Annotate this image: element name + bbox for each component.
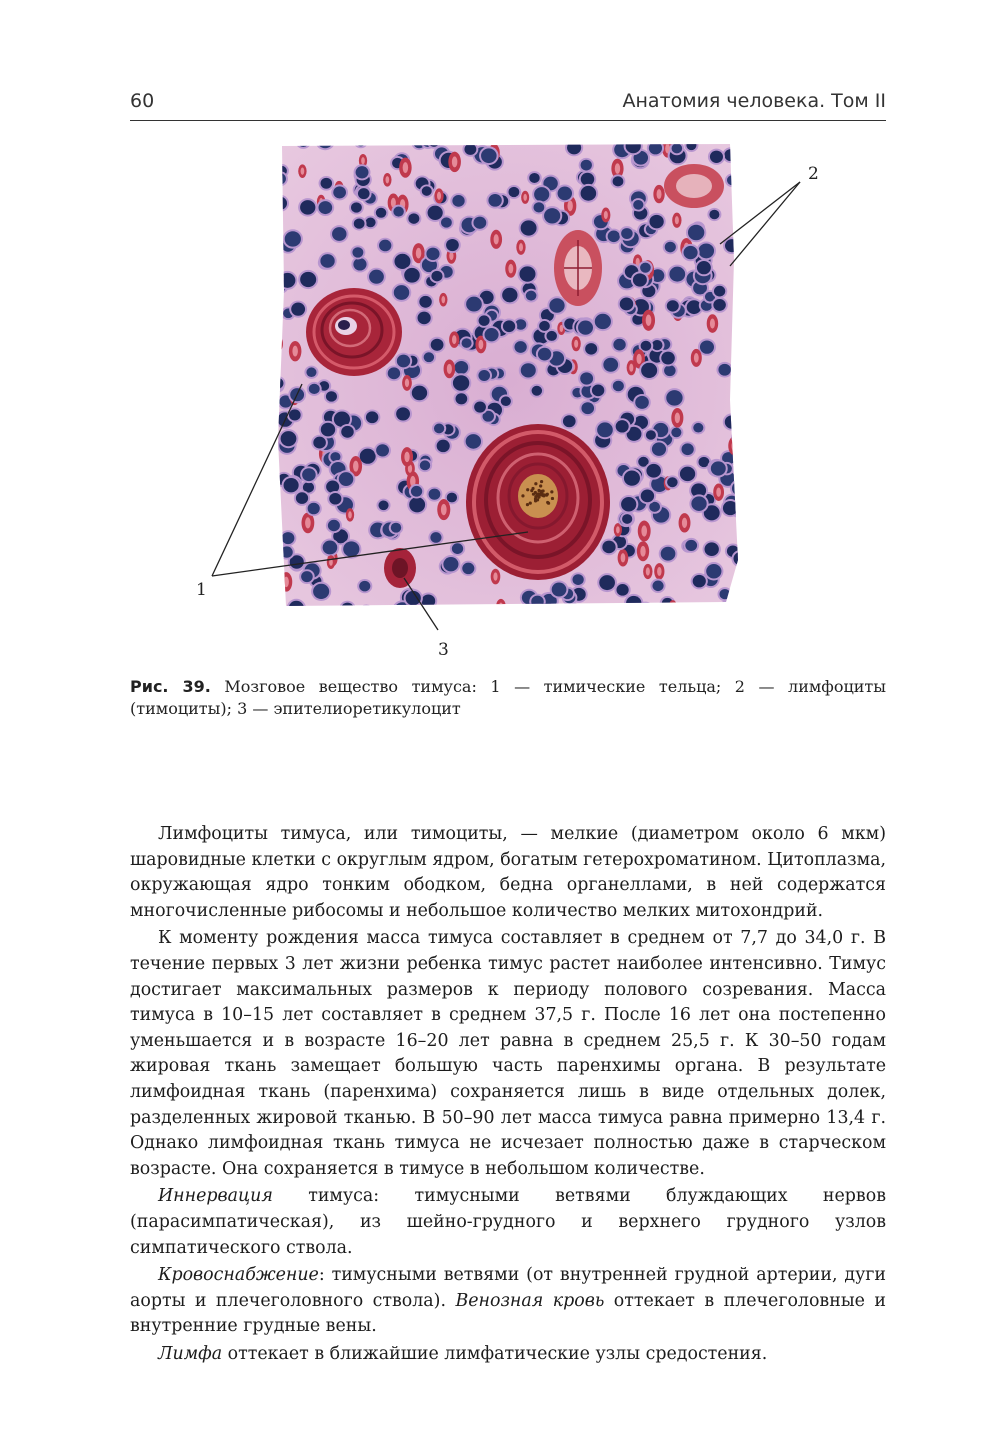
erythrocyte: [653, 185, 664, 203]
lymphocyte: [330, 225, 348, 243]
lymphocyte: [730, 479, 749, 497]
lymphocyte: [614, 418, 631, 434]
lymphocyte: [519, 218, 539, 237]
granule: [546, 493, 549, 496]
lymphocyte: [420, 184, 434, 197]
thymic-corpuscle-small: [306, 288, 402, 376]
page-number: 60: [130, 90, 155, 112]
erythrocyte: [637, 541, 649, 561]
lymphocyte: [650, 579, 665, 593]
erythrocyte: [642, 310, 655, 331]
lymphocyte: [422, 350, 436, 364]
erythrocyte: [402, 375, 412, 391]
lymphocyte: [600, 539, 617, 556]
lymphocyte: [318, 252, 336, 270]
granule: [535, 493, 538, 496]
lymphocyte: [679, 442, 695, 457]
lymphocyte: [618, 296, 636, 313]
lymphocyte: [708, 149, 725, 165]
lymphocyte: [576, 319, 595, 337]
paragraph-3: [130, 1184, 886, 1261]
lymphocyte: [289, 301, 307, 318]
lymphocyte: [639, 361, 659, 380]
granule: [543, 493, 546, 496]
lymphocyte: [389, 521, 403, 535]
lymphocyte: [339, 424, 356, 440]
erythrocyte: [401, 447, 413, 466]
lymphocyte: [417, 294, 433, 310]
lymphocyte: [428, 530, 443, 544]
erythrocyte: [601, 208, 610, 223]
erythrocyte: [289, 341, 302, 361]
lymphocyte: [486, 192, 503, 209]
lymphocyte: [647, 213, 665, 230]
lymphocyte: [327, 491, 343, 506]
lymphocyte: [395, 353, 412, 370]
lymphocyte: [530, 384, 544, 398]
running-header: [130, 88, 886, 121]
lymphocyte: [359, 605, 374, 619]
lymphocyte: [479, 146, 499, 165]
erythrocyte: [679, 513, 691, 532]
lymphocyte: [427, 487, 443, 502]
erythrocyte: [399, 157, 412, 177]
lymphocyte: [650, 440, 668, 457]
lymphocyte: [499, 395, 513, 408]
lymphocyte: [725, 173, 739, 187]
lymphocyte: [279, 429, 299, 448]
lymphocyte: [579, 158, 594, 173]
lymphocyte: [279, 545, 295, 560]
lymphocyte: [665, 475, 680, 489]
lymphocyte: [619, 495, 638, 513]
term-lymph: Лимфа: [158, 1343, 223, 1364]
lymphocyte: [410, 384, 429, 403]
figure-label-2: 2: [808, 164, 819, 184]
lymphocyte: [631, 198, 645, 211]
lymphocyte: [734, 168, 749, 183]
lymphocyte: [287, 599, 306, 617]
lymphocyte: [477, 314, 492, 328]
lymphocyte: [611, 337, 627, 353]
paragraph-1: Лимфоциты тимуса, или тимоциты, — мелкие (диаметром около 6 мкм) шаровидные клетки с округлым ядром, богатым гетерохроматином. Цитоплазма, окружающая ядро тонким ободком, бедна органеллами, в ней содержатся многочисленные рибосомы и небольшое количество мелких митохондрий.: [130, 824, 886, 921]
lymphocyte: [311, 435, 328, 451]
granule: [539, 484, 542, 487]
lymphocyte: [507, 185, 522, 199]
lymphocyte: [471, 215, 488, 231]
lymphocyte: [593, 312, 613, 331]
lymphocyte: [357, 579, 372, 593]
paragraph-5: [130, 1342, 886, 1368]
lymphocyte: [683, 538, 699, 553]
lymphocyte: [450, 193, 466, 209]
erythrocyte: [669, 600, 677, 614]
lymphocyte: [311, 582, 331, 601]
lymphocyte: [665, 298, 681, 313]
lymphocyte: [611, 379, 626, 393]
lymphocyte: [669, 426, 683, 439]
lymphocyte: [637, 602, 654, 618]
erythrocyte: [437, 499, 450, 520]
lymphocyte: [723, 413, 741, 430]
lymphocyte: [570, 572, 585, 586]
erythrocyte: [618, 549, 629, 566]
paragraph-2: К моменту рождения масса тимуса составляет в среднем от 7,7 до 34,0 г. В течение первых 3 лет жизни ребенка тимус растет наиболее интенсивно. Тимус достигает максимальных размеров к периоду полового созревания. Масса тимуса в 10–15 лет составляет в среднем 37,5 г. После 16 лет она постепенно уменьшается и в возрасте 16–20 лет равна в среднем 25,5 г. К 30–50 годам жировая ткань замещает большую часть паренхимы органа. В результате лимфоидная ткань (паренхима) сохраняется лишь в виде отдельных долек, разделенных жировой тканью. В 50–90 лет масса тимуса равна примерно 13,4 г. Однако лимфоидная ткань тимуса не исчезает полностью даже в старческом возрасте. Она сохраняется в тимусе в небольшом количестве.: [130, 928, 886, 1179]
erythrocyte: [434, 188, 443, 203]
erythrocyte: [505, 260, 516, 278]
lymphocyte: [536, 346, 553, 363]
lymphocyte: [270, 376, 286, 391]
granule: [521, 494, 524, 497]
caption-label: Рис. 39.: [130, 677, 211, 696]
lymphocyte: [500, 286, 519, 305]
lymphocyte: [707, 208, 721, 221]
erythrocyte: [449, 331, 459, 348]
lymphocyte: [349, 201, 364, 215]
erythrocyte: [273, 336, 283, 352]
lymphocyte: [659, 545, 678, 563]
erythrocyte: [521, 191, 529, 204]
erythrocyte: [516, 240, 525, 255]
reticular-cell-corner: [664, 164, 724, 208]
granule: [540, 480, 543, 483]
lymphocyte: [611, 174, 626, 188]
lymphocyte: [350, 245, 365, 259]
thymus-medulla-illustration: [190, 140, 870, 680]
lymphocyte: [402, 266, 422, 285]
lymphocyte: [299, 569, 315, 584]
lymphocyte: [664, 388, 684, 408]
lymphocyte: [562, 601, 580, 619]
tissue-section: [270, 140, 750, 620]
lymphocyte: [464, 432, 483, 451]
erythrocyte: [327, 555, 335, 569]
granule: [530, 489, 533, 492]
lymphocyte: [670, 141, 685, 155]
lymphocyte: [278, 271, 298, 290]
lymphocyte: [339, 601, 356, 617]
lymphocyte: [644, 428, 658, 441]
lymphocyte: [354, 164, 371, 180]
lymphocyte: [722, 147, 739, 163]
lymphocyte: [529, 594, 546, 610]
erythrocyte: [691, 349, 702, 367]
lymphocyte: [639, 488, 656, 505]
lymphocyte: [364, 409, 380, 425]
granule: [534, 482, 537, 485]
lymphocyte: [300, 466, 318, 483]
lymphocyte: [682, 244, 700, 261]
lymphocyte: [731, 429, 748, 445]
lymphocyte: [409, 484, 424, 499]
lymphocyte: [691, 573, 708, 589]
paragraph-5-text: оттекает в ближайшие лимфатические узлы средостения.: [222, 1343, 768, 1364]
lymphocyte: [686, 223, 706, 243]
figure-label-1: 1: [196, 580, 207, 600]
lymphocyte: [282, 476, 301, 494]
erythrocyte: [383, 173, 391, 187]
erythrocyte: [298, 164, 306, 178]
lymphocyte: [633, 394, 651, 411]
erythrocyte: [280, 572, 292, 591]
erythrocyte: [491, 569, 501, 585]
lymphocyte: [317, 199, 335, 216]
lymphocyte: [537, 319, 552, 333]
erythrocyte: [728, 437, 739, 456]
lymphocyte: [476, 368, 492, 383]
lymphocyte: [606, 229, 622, 244]
paragraph-4: [130, 1263, 886, 1340]
lymphocyte: [622, 469, 642, 488]
lymphocyte: [663, 240, 678, 254]
lymphocyte: [501, 318, 517, 334]
granule: [529, 501, 532, 504]
lymphocyte: [595, 420, 615, 439]
lymphocyte: [719, 600, 733, 613]
lymphocyte: [394, 405, 412, 422]
paragraph-4-text-1: : тимусными ветвями (от внутренней грудной артерии, дуги аорты и плечеголовного ствола).: [130, 1265, 886, 1311]
lymphocyte: [547, 296, 566, 314]
caption-text: Мозговое вещество тимуса: 1 — тимические тельца; 2 — лимфоциты (тимоциты); 3 — эпителиоретикулоцит: [130, 677, 887, 718]
lymphocyte: [716, 362, 732, 378]
lymphocyte: [392, 283, 411, 302]
epithelioreticulocyte: [384, 548, 416, 588]
lymphocyte: [619, 226, 635, 241]
lymphocyte: [298, 198, 317, 217]
lymphocyte: [561, 413, 578, 429]
granule: [539, 493, 542, 496]
lymphocyte: [460, 561, 476, 576]
lymphocyte: [667, 265, 687, 284]
body-text: [130, 822, 886, 1367]
lymphocyte: [517, 264, 537, 283]
lymphocyte: [597, 573, 617, 592]
lymphocyte: [429, 337, 446, 353]
lymphocyte: [298, 270, 318, 289]
lymphocyte: [660, 596, 676, 611]
lymphocyte: [326, 518, 342, 533]
lymphocyte: [271, 195, 289, 212]
lymphocyte: [376, 499, 390, 512]
lymphocyte: [453, 391, 469, 406]
lymphocyte: [601, 356, 620, 374]
lymphocyte: [374, 206, 389, 220]
granule: [534, 499, 537, 502]
lymphocyte: [424, 246, 441, 262]
lymphocyte: [583, 341, 599, 356]
granule: [550, 490, 553, 493]
lymphocyte: [527, 171, 542, 185]
lymphocyte: [441, 555, 460, 573]
erythrocyte: [444, 359, 456, 378]
lymphocyte: [709, 459, 728, 477]
term-blood-supply: Кровоснабжение: [158, 1265, 319, 1286]
lymphocyte: [429, 269, 444, 283]
erythrocyte: [572, 336, 581, 351]
lymphocyte: [324, 389, 339, 403]
erythrocyte: [671, 408, 683, 428]
lymphocyte: [556, 185, 574, 203]
lymphocyte: [391, 205, 406, 219]
lymphocyte: [418, 459, 432, 473]
lymphocyte: [450, 541, 465, 556]
lymphocyte: [614, 582, 630, 597]
lymphocyte: [519, 361, 538, 379]
erythrocyte: [654, 563, 664, 580]
lymphocyte: [451, 373, 471, 393]
lymphocyte: [689, 494, 708, 513]
lymphocyte: [542, 206, 562, 225]
paragraph-4-text-2: оттекает в плечеголовные и внутренние грудные вены.: [130, 1290, 886, 1337]
lymphocyte: [704, 562, 723, 580]
lymphocyte: [703, 540, 721, 558]
lymphocyte: [732, 550, 750, 567]
lymphocyte: [512, 339, 528, 355]
granule: [526, 488, 529, 491]
reticular-cell-upper: [554, 230, 602, 306]
erythrocyte: [346, 508, 354, 522]
erythrocyte: [490, 230, 502, 249]
paragraph-3-text: тимуса: тимусными ветвями блуждающих нервов (парасимпатическая), из шейно-грудного и верхнего грудного узлов симпатического ствола.: [130, 1186, 886, 1258]
granule: [546, 501, 549, 504]
histology-figure: [190, 140, 870, 680]
lymphocyte: [624, 594, 643, 613]
lymphocyte: [472, 400, 488, 415]
lymphocyte: [460, 336, 474, 349]
lymphocyte: [304, 366, 318, 379]
lymphocyte: [272, 171, 288, 186]
term-venous-blood: Венозная кровь: [455, 1290, 605, 1311]
erythrocyte: [713, 483, 724, 500]
lymphocyte: [691, 421, 705, 434]
lymphocyte: [620, 512, 634, 525]
lymphocyte: [319, 176, 335, 191]
erythrocyte: [448, 152, 461, 172]
lymphocyte: [578, 370, 595, 386]
lymphocyte: [406, 212, 421, 226]
lymphocyte: [280, 530, 297, 546]
erythrocyte: [731, 586, 744, 607]
lymphocyte: [532, 185, 551, 203]
lymphocyte: [638, 261, 653, 275]
lymphocyte: [432, 422, 446, 435]
lymphocyte: [712, 284, 727, 299]
erythrocyte: [643, 564, 652, 579]
lymphocyte: [426, 204, 445, 222]
lymphocyte: [647, 140, 664, 156]
thymic-corpuscle-large: [466, 424, 610, 580]
lymphocyte: [695, 259, 713, 276]
lymphocyte: [711, 297, 728, 313]
lymphocyte: [307, 382, 322, 396]
lymphocyte: [579, 400, 596, 416]
erythrocyte: [707, 314, 718, 333]
lymphocyte: [416, 310, 433, 326]
lymphocyte: [367, 268, 386, 286]
lymphocyte: [356, 186, 372, 201]
lymphocyte: [717, 587, 732, 601]
lymphocyte: [331, 184, 348, 200]
granule: [551, 497, 554, 500]
lymphocyte: [644, 462, 663, 480]
lymphocyte: [464, 295, 484, 314]
figure-label-3: 3: [438, 640, 449, 660]
lymphocyte: [374, 442, 391, 458]
lymphocyte: [550, 581, 569, 599]
term-innervation: Иннервация: [158, 1186, 273, 1207]
lymphocyte: [659, 350, 677, 367]
lymphocyte: [524, 289, 539, 303]
granule: [526, 503, 529, 506]
lymphocyte: [283, 229, 303, 248]
lymphocyte: [579, 184, 599, 203]
erythrocyte: [439, 293, 447, 307]
lymphocyte: [321, 539, 340, 557]
figure-caption: [130, 676, 886, 720]
lymphocyte: [721, 499, 740, 517]
granule: [542, 489, 545, 492]
lymphocyte: [352, 217, 367, 231]
erythrocyte: [672, 213, 681, 228]
lymphocyte: [483, 326, 501, 343]
erythrocyte: [496, 599, 506, 615]
erythrocyte: [638, 521, 651, 542]
running-title: Анатомия человека. Том II: [622, 90, 886, 112]
lymphocyte: [377, 238, 393, 254]
lymphocyte: [444, 237, 461, 253]
lymphocyte: [678, 465, 697, 483]
lymphocyte: [590, 383, 606, 399]
lymphocyte: [462, 142, 478, 157]
